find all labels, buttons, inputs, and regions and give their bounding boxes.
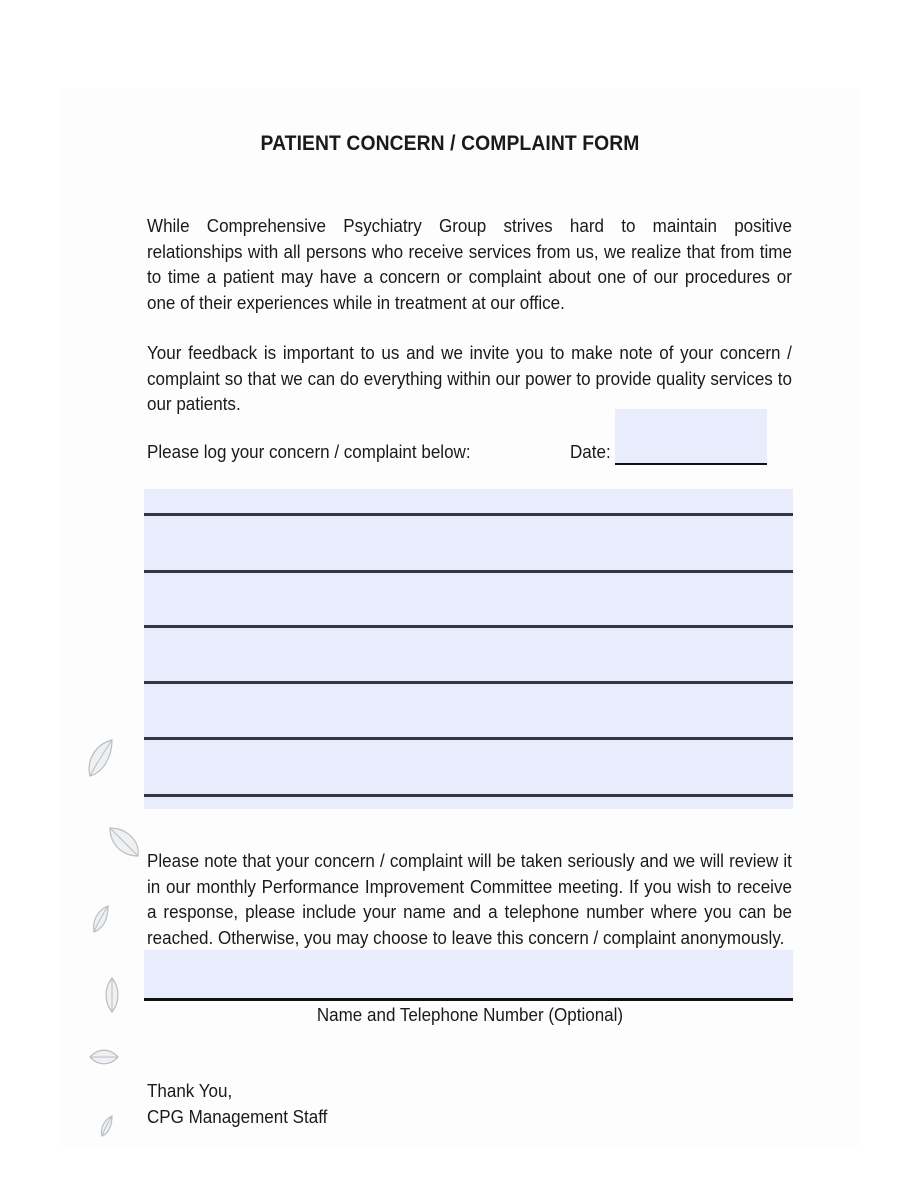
closing-block (147, 1078, 327, 1129)
leaf-icon (102, 976, 122, 1014)
leaf-icon (88, 1046, 120, 1068)
writing-line (144, 625, 793, 628)
closing-signature: CPG Management Staff (147, 1105, 328, 1127)
concern-text-area[interactable] (144, 489, 793, 809)
writing-line (144, 570, 793, 573)
log-prompt: Please log your concern / complaint below: (147, 441, 471, 462)
date-label: Date: (570, 441, 611, 462)
writing-line (144, 513, 793, 516)
date-field[interactable] (615, 409, 767, 465)
writing-line (144, 794, 793, 797)
writing-line (144, 737, 793, 740)
leaf-icon (98, 1114, 116, 1138)
leaf-icon (90, 904, 112, 934)
name-phone-field[interactable] (144, 950, 793, 1001)
name-phone-label: Name and Telephone Number (Optional) (316, 1004, 624, 1025)
feedback-paragraph: Your feedback is important to us and we invite you to make note of your concern / complaint so that we can do everything within our power to provide quality services to our patients. (147, 342, 792, 414)
closing-thanks: Thank You, (147, 1080, 233, 1101)
form-title: PATIENT CONCERN / COMPLAINT FORM (260, 132, 640, 155)
leaf-icon (106, 824, 142, 860)
intro-paragraph: While Comprehensive Psychiatry Group strives hard to maintain positive relationships with all persons who receive services from us, we realize that from time to time a patient may have a concern or complaint about one of our procedures or one of their experiences while in treatment at our office. (147, 215, 792, 313)
leaf-icon (84, 738, 116, 780)
writing-line (144, 681, 793, 684)
review-paragraph: Please note that your concern / complaint will be taken seriously and we will review it in our monthly Performance Improvement Committee meeting. If you wish to receive a response, please include your name and a telephone number where you can be reached. Otherwise, you may choose to leave this concern / complaint anonymously. (147, 850, 792, 948)
